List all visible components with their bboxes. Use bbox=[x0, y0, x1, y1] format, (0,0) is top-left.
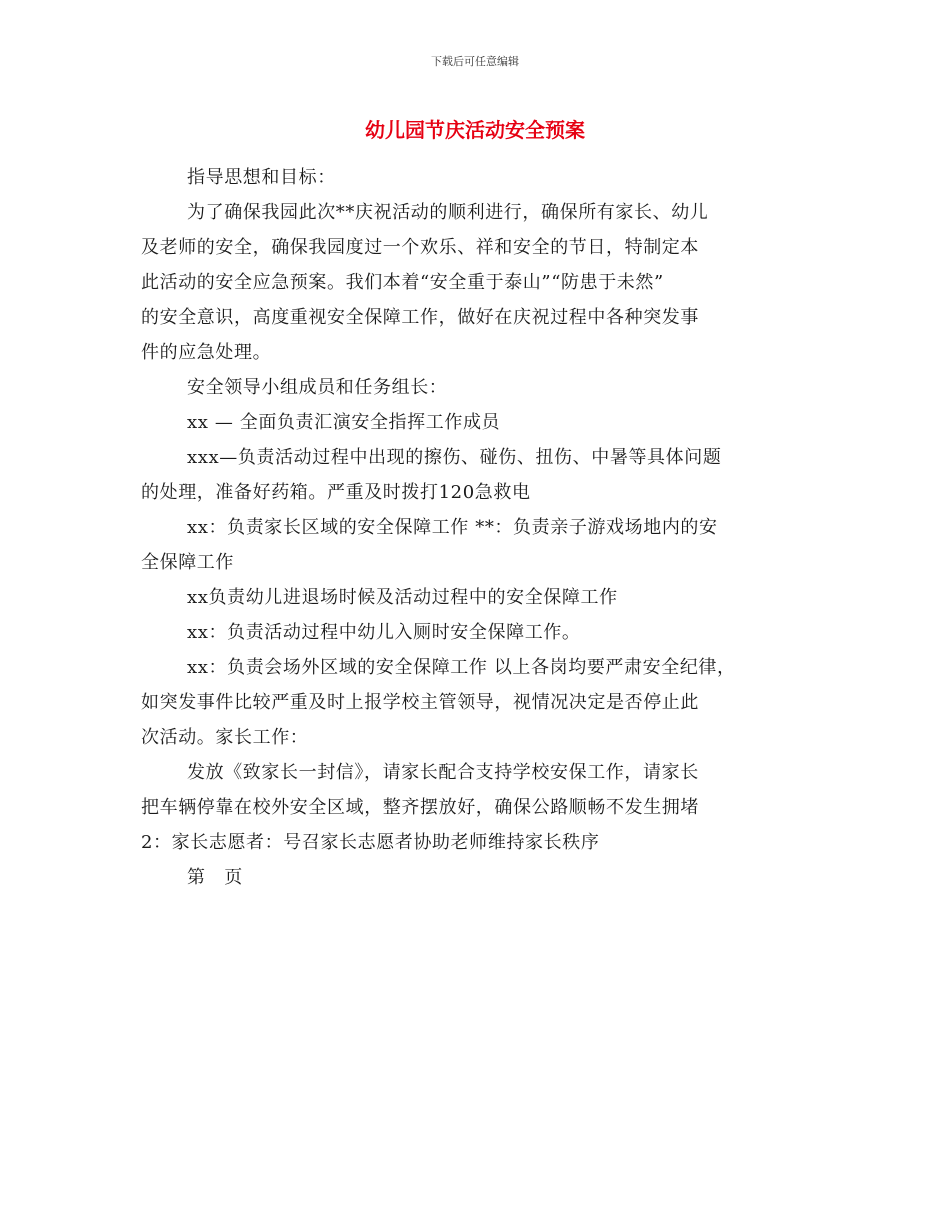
page-number: 第 页 bbox=[187, 867, 243, 888]
document-title: 幼儿园节庆活动安全预案 bbox=[365, 118, 585, 142]
body-line: 发放《致家长一封信》，请家长配合支持学校安保工作，请家长 bbox=[187, 762, 699, 783]
body-line: xx：负责活动过程中幼儿入厕时安全保障工作。 bbox=[187, 622, 581, 643]
body-line: xx负责幼儿进退场时候及活动过程中的安全保障工作 bbox=[187, 587, 618, 608]
body-line: 次活动。家长工作： bbox=[141, 727, 309, 748]
body-line: xx：负责会场外区域的安全保障工作 以上各岗均要严肃安全纪律， bbox=[187, 657, 736, 678]
body-line: 件的应急处理。 bbox=[141, 342, 272, 363]
body-line: 的安全意识，高度重视安全保障工作，做好在庆祝过程中各种突发事 bbox=[141, 307, 699, 328]
body-line: 把车辆停靠在校外安全区域，整齐摆放好，确保公路顺畅不发生拥堵 bbox=[141, 797, 699, 818]
body-line: 为了确保我园此次**庆祝活动的顺利进行，确保所有家长、幼儿 bbox=[187, 202, 709, 223]
body-line: 如突发事件比较严重及时上报学校主管领导，视情况决定是否停止此 bbox=[141, 692, 699, 713]
body-line: xx：负责家长区域的安全保障工作 **：负责亲子游戏场地内的安 bbox=[187, 517, 718, 538]
body-line: 安全领导小组成员和任务组长： bbox=[187, 377, 448, 398]
header-note: 下载后可任意编辑 bbox=[431, 55, 519, 68]
body-line: 及老师的安全，确保我园度过一个欢乐、祥和安全的节日，特制定本 bbox=[141, 237, 699, 258]
body-line: xxx—负责活动过程中出现的擦伤、碰伤、扭伤、中暑等具体问题 bbox=[187, 447, 722, 468]
body-line: 指导思想和目标： bbox=[187, 167, 336, 188]
body-line: 2：家长志愿者：号召家长志愿者协助老师维持家长秩序 bbox=[141, 832, 600, 853]
document-body bbox=[141, 160, 821, 895]
body-line: 此活动的安全应急预案。我们本着“安全重于泰山”“防患于未然” bbox=[141, 272, 664, 293]
body-line: 的处理，准备好药箱。严重及时拨打120急救电 bbox=[141, 482, 531, 503]
body-line: xx — 全面负责汇演安全指挥工作成员 bbox=[187, 412, 501, 433]
body-line: 全保障工作 bbox=[141, 552, 234, 573]
